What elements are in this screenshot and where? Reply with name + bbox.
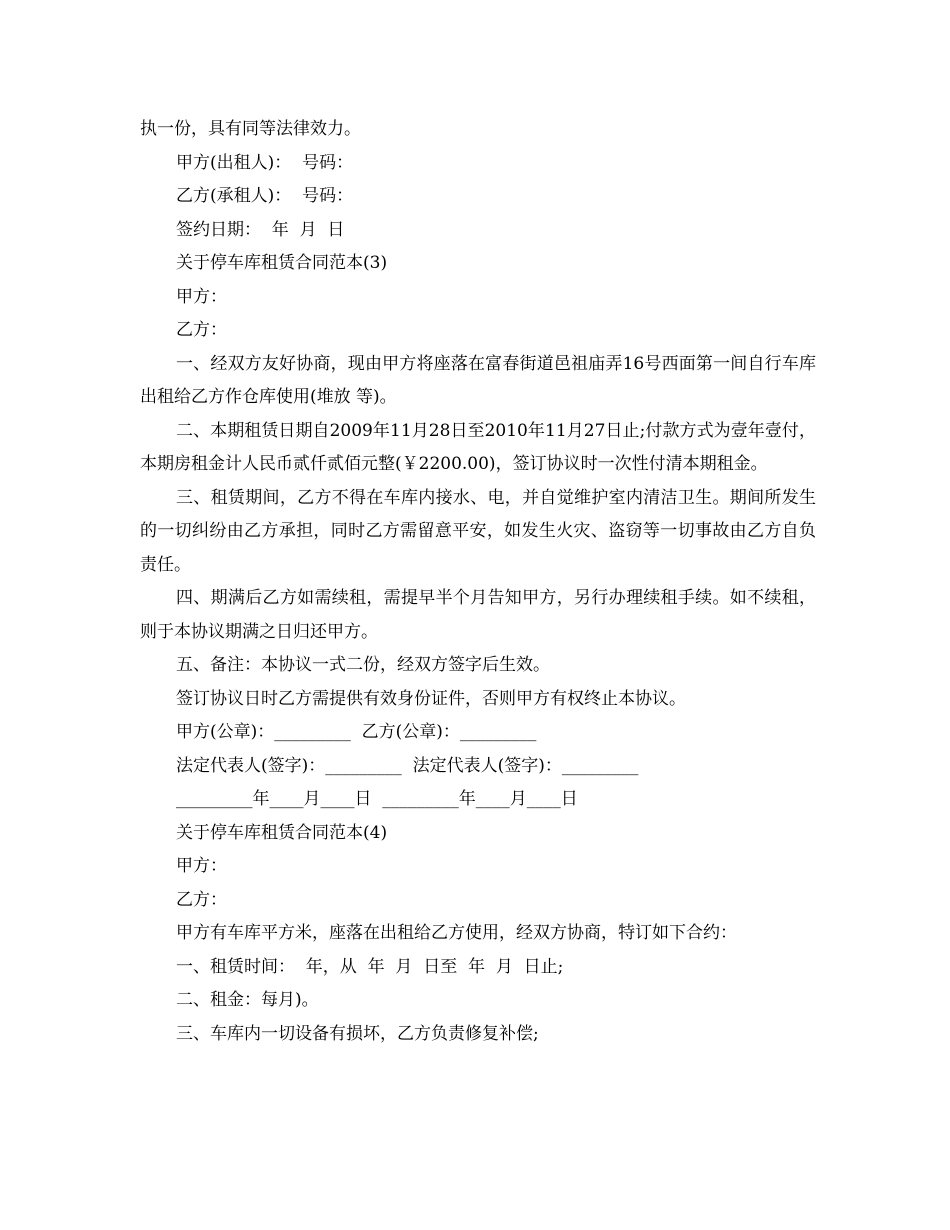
clause-paragraph: 五、备注：本协议一式二份，经双方签字后生效。 xyxy=(176,655,550,675)
section-heading: 关于停车库租赁合同范本(3) xyxy=(176,253,388,273)
clause-paragraph: 一、经双方友好协商，现由甲方将座落在富春街道邑祖庙弄16号西面第一间自行车库出租给乙方作仓库使用(堆放 等)。 xyxy=(140,353,816,407)
party-a-line: 甲方： xyxy=(176,856,227,876)
document-body xyxy=(140,113,816,1051)
section-heading: 关于停车库租赁合同范本(4) xyxy=(176,822,388,843)
clause-paragraph: 三、租赁期间，乙方不得在车库内接水、电，并自觉维护室内清洁卫生。期间所发生的一切纠纷由乙方承担，同时乙方需留意平安，如发生火灾、盗窃等一切事故由乙方自负责任。 xyxy=(140,487,816,575)
clause-paragraph: 四、期满后乙方如需续租，需提早半个月告知甲方，另行办理续租手续。如不续租，则于本协议期满之日归还甲方。 xyxy=(140,588,816,642)
party-b-line: 乙方： xyxy=(176,320,227,340)
clause-paragraph: 二、租金：每月)。 xyxy=(176,990,319,1010)
seal-line: 甲方(公章)：_________ 乙方(公章)：_________ xyxy=(176,722,537,742)
signature-line: 法定代表人(签字)：_________ 法定代表人(签字)：_________ xyxy=(176,755,639,776)
party-a-line: 甲方： xyxy=(176,286,227,307)
clause-paragraph: 三、车库内一切设备有损坏，乙方负责修复补偿; xyxy=(176,1023,539,1044)
paragraph: 甲方有车库平方米，座落在出租给乙方使用，经双方协商，特订如下合约： xyxy=(176,923,737,943)
clause-paragraph: 一、租赁时间： 年，从 年 月 日至 年 月 日止; xyxy=(176,956,564,977)
paragraph: 签订协议日时乙方需提供有效身份证件，否则甲方有权终止本协议。 xyxy=(176,688,686,709)
clause-paragraph: 二、本期租赁日期自2009年11月28日至2010年11月27日止;付款方式为壹年壹付，本期房租金计人民币贰仟贰佰元整(￥2200.00)，签订协议时一次性付清本期租金。 xyxy=(140,420,816,474)
party-a-lessor-line: 甲方(出租人)： 号码： xyxy=(176,152,354,173)
party-b-lessee-line: 乙方(承租人)： 号码： xyxy=(176,186,354,206)
date-blank-line: _________年____月____日 _________年____月____日 xyxy=(176,789,578,809)
signing-date-line: 签约日期： 年 月 日 xyxy=(176,219,345,240)
paragraph: 执一份，具有同等法律效力。 xyxy=(140,119,361,139)
party-b-line: 乙方： xyxy=(176,889,227,910)
